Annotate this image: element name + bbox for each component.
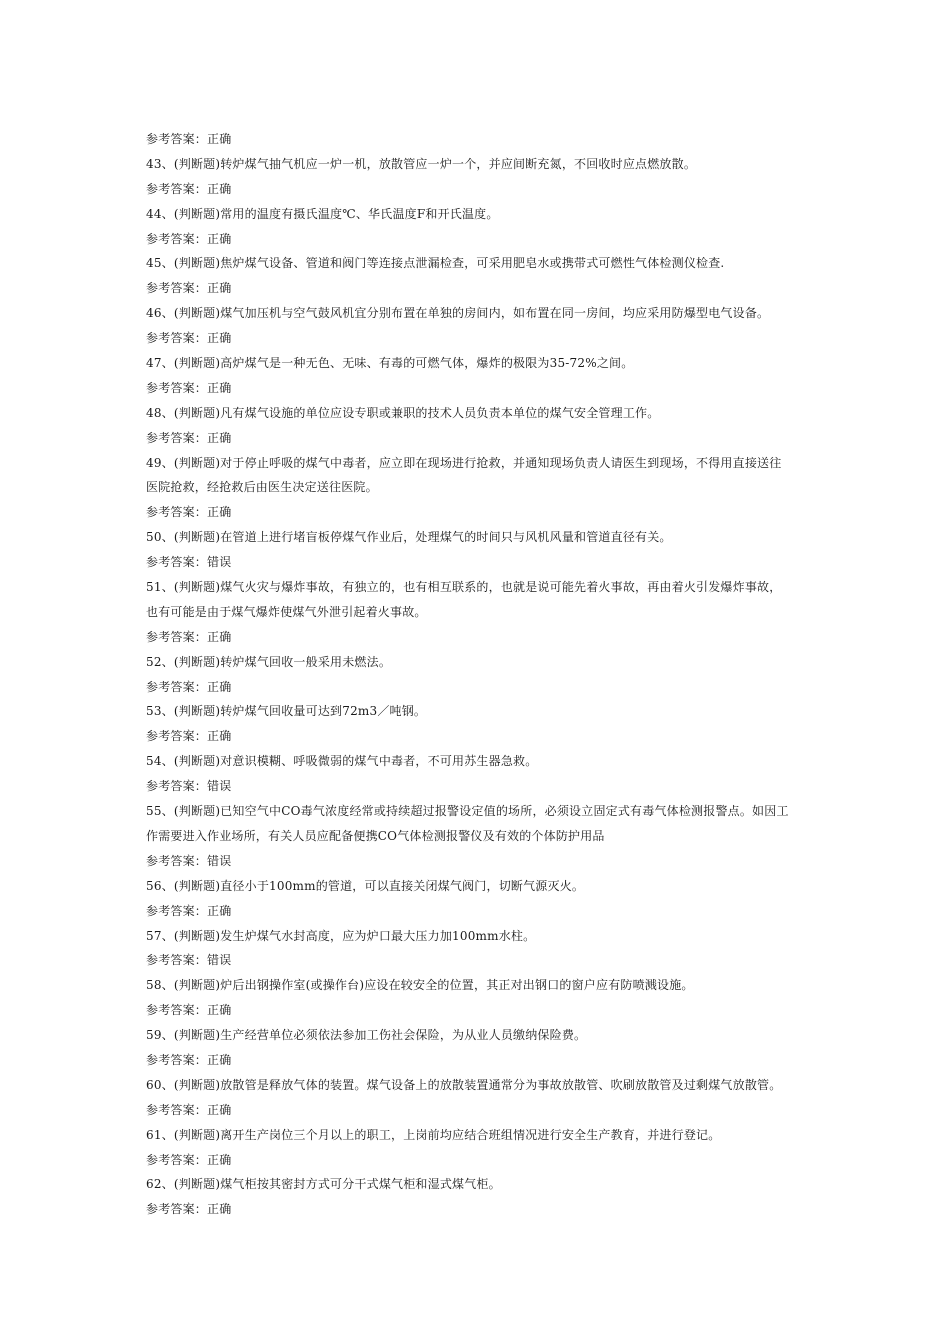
- question-text: 44、(判断题)常用的温度有摄氏温度℃、华氏温度F和开氏温度。: [146, 206, 499, 221]
- question-item: [146, 1172, 811, 1222]
- question-item: [146, 1023, 811, 1073]
- question-item: [146, 525, 811, 575]
- question-text: 62、(判断题)煤气柜按其密封方式可分干式煤气柜和湿式煤气柜。: [146, 1177, 501, 1192]
- answer-line: 参考答案：正确: [146, 505, 232, 520]
- question-text: 51、(判断题)煤气火灾与爆炸事故，有独立的，也有相互联系的，也就是说可能先着火事故，再由着火引发爆炸事故，: [146, 580, 782, 595]
- question-item: [146, 924, 811, 974]
- question-text: 也有可能是由于煤气爆炸使煤气外泄引起着火事故。: [146, 604, 427, 619]
- question-text: 59、(判断题)生产经营单位必须依法参加工伤社会保险，为从业人员缴纳保险费。: [146, 1028, 587, 1043]
- answer-line: 参考答案：正确: [146, 1102, 232, 1117]
- answer-line: 参考答案：正确: [146, 903, 232, 918]
- answer-line: 参考答案：正确: [146, 331, 232, 346]
- question-item: [146, 451, 811, 526]
- question-item: [146, 301, 811, 351]
- question-text: 50、(判断题)在管道上进行堵盲板停煤气作业后，处理煤气的时间只与风机风量和管道直径有关。: [146, 530, 672, 545]
- question-text: 46、(判断题)煤气加压机与空气鼓风机宜分别布置在单独的房间内，如布置在同一房间，均应采用防爆型电气设备。: [146, 306, 770, 321]
- question-item: [146, 1073, 811, 1123]
- answer-line: 参考答案：错误: [146, 953, 232, 968]
- answer-line: 参考答案：正确: [146, 132, 232, 146]
- answer-line: 参考答案：错误: [146, 853, 232, 868]
- answer-line: 参考答案：正确: [146, 231, 232, 246]
- answer-line: 参考答案：正确: [146, 1003, 232, 1018]
- answer-line: 参考答案：错误: [146, 779, 232, 794]
- answer-line: 参考答案：正确: [146, 181, 232, 196]
- question-item: [146, 749, 811, 799]
- question-item: [146, 874, 811, 924]
- answer-line: 参考答案：正确: [146, 380, 232, 395]
- question-text: 53、(判断题)转炉煤气回收量可达到72m3／吨钢。: [146, 704, 427, 719]
- answer-line: 参考答案：正确: [146, 629, 232, 644]
- answer-line: 参考答案：正确: [146, 1052, 232, 1067]
- question-item: [146, 799, 811, 874]
- question-text: 58、(判断题)炉后出钢操作室(或操作台)应设在较安全的位置，其正对出钢口的窗户应有防喷溅设施。: [146, 978, 694, 993]
- answer-line: 参考答案：正确: [146, 679, 232, 694]
- question-item: [146, 152, 811, 202]
- question-item: [146, 251, 811, 301]
- document-page: [146, 127, 811, 1222]
- answer-line: 参考答案：正确: [146, 430, 232, 445]
- question-item: [146, 973, 811, 1023]
- question-text: 47、(判断题)高炉煤气是一种无色、无味、有毒的可燃气体，爆炸的极限为35-72%之间。: [146, 356, 634, 371]
- question-text: 61、(判断题)离开生产岗位三个月以上的职工，上岗前均应结合班组情况进行安全生产教育，并进行登记。: [146, 1127, 721, 1142]
- question-text: 57、(判断题)发生炉煤气水封高度，应为炉口最大压力加100mm水柱。: [146, 928, 536, 943]
- question-item: [146, 401, 811, 451]
- question-item: [146, 351, 811, 401]
- answer-line: 参考答案：错误: [146, 555, 232, 570]
- answer-line: 参考答案：正确: [146, 281, 232, 296]
- question-item: [146, 650, 811, 700]
- question-item: [146, 575, 811, 650]
- question-text: 52、(判断题)转炉煤气回收一般采用未燃法。: [146, 654, 392, 669]
- answer-line: 参考答案：正确: [146, 1202, 232, 1217]
- question-item: [146, 202, 811, 252]
- question-text: 48、(判断题)凡有煤气设施的单位应设专职或兼职的技术人员负责本单位的煤气安全管理工作。: [146, 405, 660, 420]
- question-text: 作需要进入作业场所，有关人员应配备便携CO气体检测报警仪及有效的个体防护用品: [146, 828, 605, 843]
- question-text: 43、(判断题)转炉煤气抽气机应一炉一机，放散管应一炉一个，并应间断充氮，不回收时应点燃放散。: [146, 156, 697, 171]
- question-text: 55、(判断题)已知空气中CO毒气浓度经常或持续超过报警设定值的场所，必须设立固定式有毒气体检测报警点。如因工: [146, 804, 789, 819]
- answer-line: 参考答案：正确: [146, 1152, 232, 1167]
- question-text: 56、(判断题)直径小于100mm的管道，可以直接关闭煤气阀门，切断气源灭火。: [146, 878, 585, 893]
- answer-line: 参考答案：正确: [146, 729, 232, 744]
- question-text: 医院抢救，经抢救后由医生决定送往医院。: [146, 480, 378, 495]
- question-text: 45、(判断题)焦炉煤气设备、管道和阀门等连接点泄漏检查，可采用肥皂水或携带式可燃性气体检测仪检查.: [146, 256, 725, 271]
- question-text: 60、(判断题)放散管是释放气体的装置。煤气设备上的放散装置通常分为事故放散管、吹刷放散管及过剩煤气放散管。: [146, 1077, 782, 1092]
- question-item: [146, 1123, 811, 1173]
- question-item: [146, 699, 811, 749]
- question-list: [146, 152, 811, 1222]
- question-text: 54、(判断题)对意识模糊、呼吸微弱的煤气中毒者，不可用苏生器急救。: [146, 754, 538, 769]
- question-text: 49、(判断题)对于停止呼吸的煤气中毒者，应立即在现场进行抢救，并通知现场负责人请医生到现场，不得用直接送往: [146, 455, 782, 470]
